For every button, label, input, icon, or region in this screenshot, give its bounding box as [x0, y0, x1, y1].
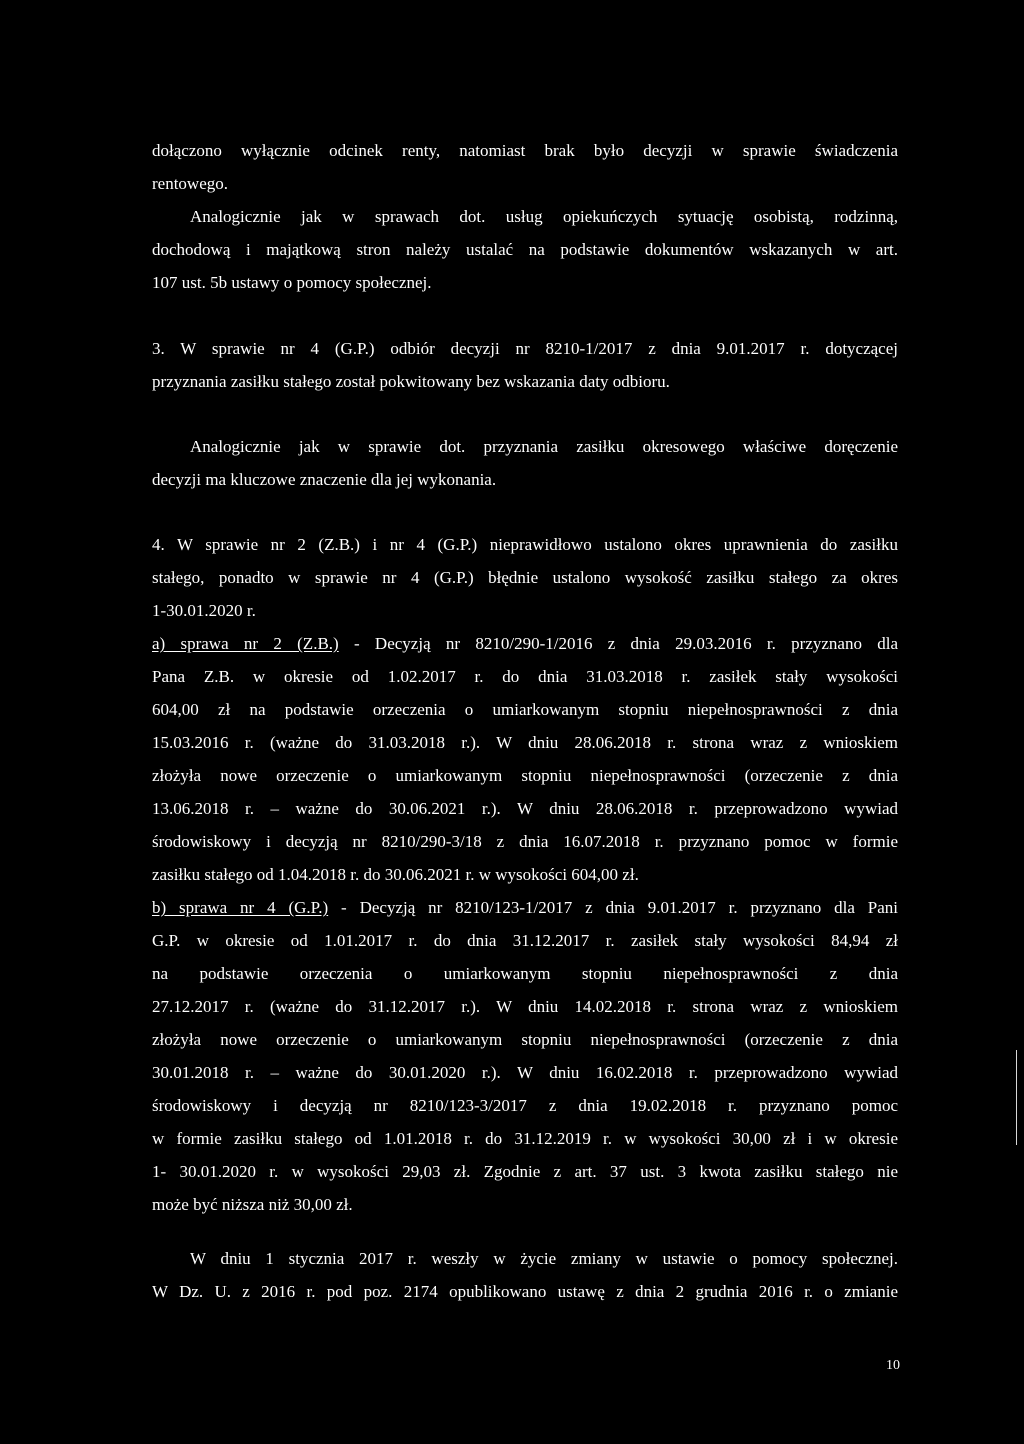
line-text: środowiskowy i decyzją nr 8210/290-3/18 z dnia 16.07.2018 r. przyznano pomoc w formie	[152, 832, 898, 851]
text-line	[152, 534, 898, 556]
line-text: rentowego.	[152, 174, 229, 193]
text-line	[152, 798, 898, 820]
text-line	[152, 469, 898, 491]
text-line	[152, 140, 898, 162]
line-text: - Decyzją nr 8210/290-1/2016 z dnia 29.03.2016 r. przyznano dla	[338, 634, 899, 653]
line-text: 4. W sprawie nr 2 (Z.B.) i nr 4 (G.P.) nieprawidłowo ustalono okres uprawnienia do zasiłku	[152, 535, 898, 554]
text-line	[152, 765, 898, 787]
text-line	[152, 633, 898, 655]
line-text: Analogicznie jak w sprawach dot. usług opiekuńczych sytuację osobistą, rodzinną,	[190, 207, 898, 226]
text-line	[152, 1095, 898, 1117]
text-line	[152, 567, 898, 589]
text-line	[152, 666, 898, 688]
line-text: w formie zasiłku stałego od 1.01.2018 r. do 31.12.2019 r. w wysokości 30,00 zł i w okresie	[152, 1129, 898, 1148]
line-text: może być niższa niż 30,00 zł.	[152, 1195, 353, 1214]
line-text: 107 ust. 5b ustawy o pomocy społecznej.	[152, 273, 432, 292]
text-line	[152, 996, 898, 1018]
line-text: złożyła nowe orzeczenie o umiarkowanym stopniu niepełnosprawności (orzeczenie z dnia	[152, 1030, 898, 1049]
text-line	[152, 897, 898, 919]
text-line	[152, 864, 898, 886]
line-text: środowiskowy i decyzją nr 8210/123-3/2017 z dnia 19.02.2018 r. przyznano pomoc	[152, 1096, 898, 1115]
line-text: dochodową i majątkową stron należy ustalać na podstawie dokumentów wskazanych w art.	[152, 240, 898, 259]
text-line	[190, 1248, 898, 1270]
text-line	[152, 338, 898, 360]
line-text: W Dz. U. z 2016 r. pod poz. 2174 opublikowano ustawę z dnia 2 grudnia 2016 r. o zmianie	[152, 1282, 898, 1301]
text-line	[152, 173, 898, 195]
text-line	[152, 732, 898, 754]
page-number: 10	[886, 1358, 900, 1373]
line-text: 27.12.2017 r. (ważne do 31.12.2017 r.). W dniu 14.02.2018 r. strona wraz z wnioskiem	[152, 997, 898, 1016]
line-text: na podstawie orzeczenia o umiarkowanym stopniu niepełnosprawności z dnia	[152, 964, 898, 983]
line-text: 30.01.2018 r. – ważne do 30.01.2020 r.). W dniu 16.02.2018 r. przeprowadzono wywiad	[152, 1063, 898, 1082]
text-line	[190, 436, 898, 458]
text-line	[152, 930, 898, 952]
line-text: Pana Z.B. w okresie od 1.02.2017 r. do dnia 31.03.2018 r. zasiłek stały wysokości	[152, 667, 898, 686]
line-text: dołączono wyłącznie odcinek renty, natomiast brak było decyzji w sprawie świadczenia	[152, 141, 898, 160]
text-line	[152, 1161, 898, 1183]
text-line	[152, 239, 898, 261]
line-text: Analogicznie jak w sprawie dot. przyznania zasiłku okresowego właściwe doręczenie	[190, 437, 898, 456]
line-text: przyznania zasiłku stałego został pokwitowany bez wskazania daty odbioru.	[152, 372, 670, 391]
text-line	[152, 699, 898, 721]
text-line	[152, 1281, 898, 1303]
line-text: G.P. w okresie od 1.01.2017 r. do dnia 31.12.2017 r. zasiłek stały wysokości 84,94 zł	[152, 931, 898, 950]
text-line	[152, 600, 898, 622]
case-heading: a) sprawa nr 2 (Z.B.)	[152, 634, 339, 653]
line-text: zasiłku stałego od 1.04.2018 r. do 30.06.2021 r. w wysokości 604,00 zł.	[152, 865, 639, 884]
line-text: 604,00 zł na podstawie orzeczenia o umiarkowanym stopniu niepełnosprawności z dnia	[152, 700, 898, 719]
text-line	[152, 371, 898, 393]
line-text: stałego, ponadto w sprawie nr 4 (G.P.) błędnie ustalono wysokość zasiłku stałego za okres	[152, 568, 898, 587]
line-text: 3. W sprawie nr 4 (G.P.) odbiór decyzji nr 8210-1/2017 z dnia 9.01.2017 r. dotyczącej	[152, 339, 898, 358]
case-heading: b) sprawa nr 4 (G.P.)	[152, 898, 329, 917]
text-line	[190, 206, 898, 228]
line-text: złożyła nowe orzeczenie o umiarkowanym stopniu niepełnosprawności (orzeczenie z dnia	[152, 766, 898, 785]
line-text: W dniu 1 stycznia 2017 r. weszły w życie zmiany w ustawie o pomocy społecznej.	[190, 1249, 898, 1268]
text-line	[152, 272, 898, 294]
scan-margin-line	[1016, 1050, 1017, 1145]
line-text: - Decyzją nr 8210/123-1/2017 z dnia 9.01.2017 r. przyznano dla Pani	[328, 898, 899, 917]
line-text: 1- 30.01.2020 r. w wysokości 29,03 zł. Zgodnie z art. 37 ust. 3 kwota zasiłku stałego nie	[152, 1162, 898, 1181]
text-line	[152, 1194, 898, 1216]
text-line	[152, 1062, 898, 1084]
line-text: 1-30.01.2020 r.	[152, 601, 256, 620]
text-line	[152, 1128, 898, 1150]
line-text: 15.03.2016 r. (ważne do 31.03.2018 r.). W dniu 28.06.2018 r. strona wraz z wnioskiem	[152, 733, 898, 752]
text-line	[152, 1029, 898, 1051]
line-text: decyzji ma kluczowe znaczenie dla jej wykonania.	[152, 470, 497, 489]
line-text: 13.06.2018 r. – ważne do 30.06.2021 r.). W dniu 28.06.2018 r. przeprowadzono wywiad	[152, 799, 898, 818]
text-line	[152, 963, 898, 985]
text-line	[152, 831, 898, 853]
